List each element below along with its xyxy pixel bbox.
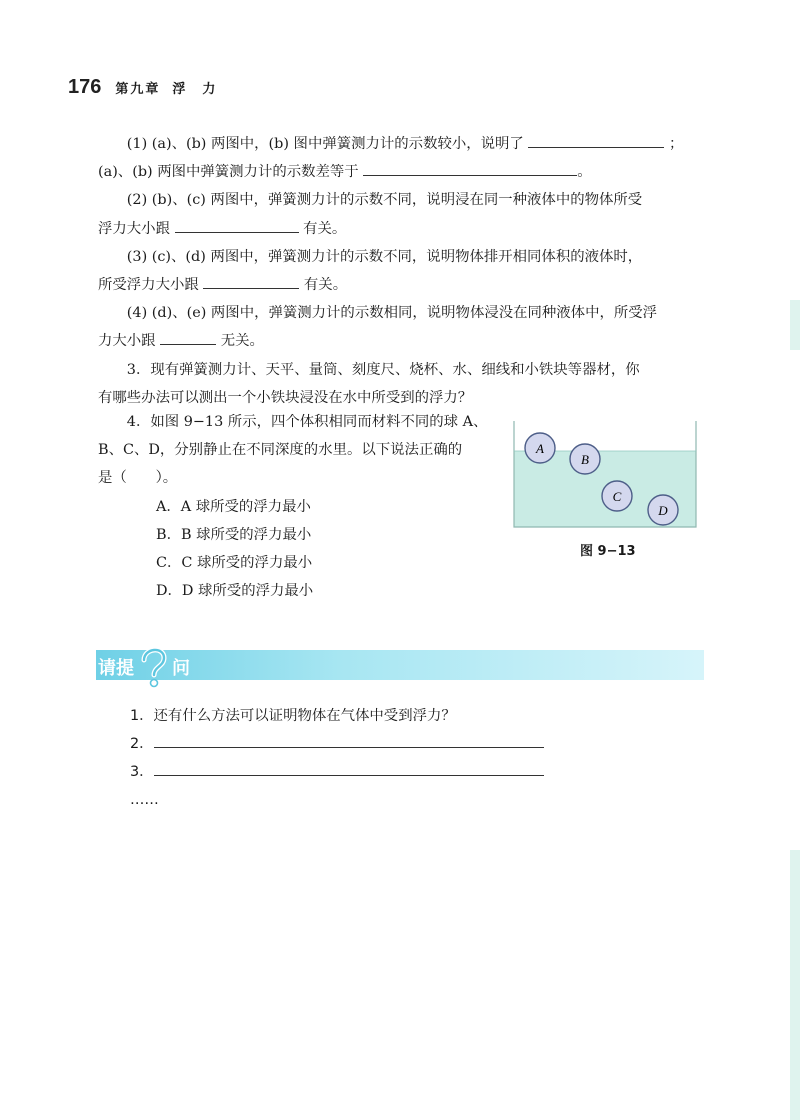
item4-line1: 4．如图 9−13 所示，四个体积相同而材料不同的球 A、 bbox=[126, 414, 488, 430]
ask-item-1: 1．还有什么方法可以证明物体在气体中受到浮力？ bbox=[130, 708, 456, 724]
option-d: D．D 球所受的浮力最小 bbox=[156, 583, 314, 600]
ball-d bbox=[648, 495, 678, 525]
option-b: B．B 球所受的浮力最小 bbox=[156, 526, 312, 543]
q4sub-line1: (4) (d)、(e) 两图中，弹簧测力计的示数相同，说明物体浸没在同种液体中，所受浮 bbox=[126, 305, 658, 322]
item4-line2: B、C、D，分别静止在不同深度的水里。以下说法正确的 bbox=[98, 442, 463, 459]
section-title: 请提 问 bbox=[98, 652, 190, 682]
chapter-label: 第九章 浮 力 bbox=[115, 82, 218, 97]
item3-line1: 3．现有弹簧测力计、天平、量筒、刻度尺、烧杯、水、细线和小铁块等器材，你 bbox=[126, 361, 640, 378]
q1-line2: (a)、(b) 两图中弹簧测力计的示数差等于 。 bbox=[98, 158, 712, 186]
ball-c bbox=[602, 481, 632, 511]
option-c: C．C 球所受的浮力最小 bbox=[156, 555, 313, 572]
edge-stripe bbox=[790, 300, 800, 350]
question-mark-icon bbox=[136, 645, 170, 689]
figure-caption: 图 9−13 bbox=[580, 544, 636, 559]
edge-stripe bbox=[790, 850, 800, 1120]
item3-line2: 有哪些办法可以测出一个小铁块浸没在水中所受到的浮力？ bbox=[98, 389, 473, 406]
ask-item-3: 3． bbox=[130, 758, 570, 786]
ask-more: …… bbox=[130, 792, 159, 808]
ask-list bbox=[130, 702, 570, 814]
q4sub-line2: 力大小跟 无关。 bbox=[98, 327, 712, 355]
q2-line2: 浮力大小跟 有关。 bbox=[98, 215, 712, 243]
page-number: 176 bbox=[68, 76, 102, 98]
svg-text:A: A bbox=[536, 441, 544, 456]
q3-line1: (3) (c)、(d) 两图中，弹簧测力计的示数不同，说明物体排开相同体积的液体时， bbox=[126, 248, 643, 265]
ball-a bbox=[525, 433, 555, 463]
exercise-body bbox=[98, 130, 712, 412]
item4 bbox=[98, 408, 498, 605]
svg-text:D: D bbox=[658, 503, 668, 518]
figure-9-13 bbox=[510, 421, 700, 528]
page-header bbox=[68, 76, 217, 99]
ask-item-2: 2． bbox=[130, 730, 570, 758]
q2-line1: (2) (b)、(c) 两图中，弹簧测力计的示数不同，说明浸在同一种液体中的物体所受 bbox=[126, 192, 643, 209]
item4-line3: 是（ ）。 bbox=[98, 470, 178, 487]
ball-b bbox=[570, 444, 600, 474]
option-a: A．A 球所受的浮力最小 bbox=[156, 498, 311, 515]
svg-text:C: C bbox=[612, 489, 622, 504]
svg-text:B: B bbox=[581, 452, 589, 467]
q3-line2: 所受浮力大小跟 有关。 bbox=[98, 271, 712, 299]
q1-line1: (1) (a)、(b) 两图中，(b) 图中弹簧测力计的示数较小，说明了 ； bbox=[98, 130, 712, 158]
